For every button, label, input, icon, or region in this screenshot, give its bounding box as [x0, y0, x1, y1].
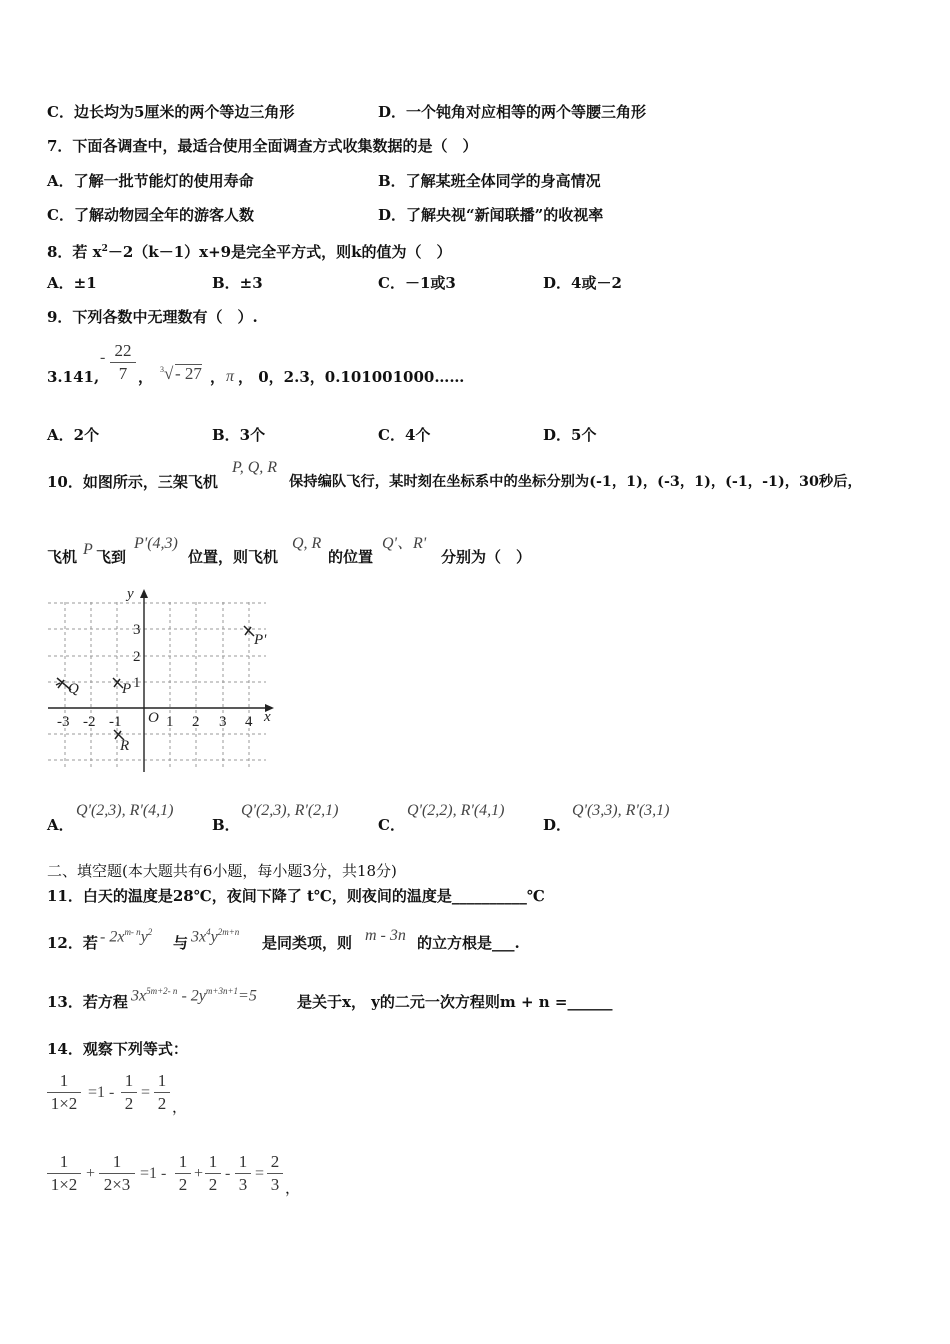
q10-line2-a: 飞机: [47, 548, 78, 566]
q8-option-b: B．±3: [212, 274, 263, 292]
q14-eq2-frac2: $\frac{1}{2\times 3}$: [99, 1151, 135, 1196]
q10-option-c-label: C．: [378, 816, 405, 834]
q9-root-body: - 27: [175, 364, 202, 383]
label-q: Q: [68, 681, 79, 697]
label-p: P: [122, 681, 132, 697]
q10-line2-qprp: Q'、R': [382, 535, 427, 552]
q14-eq2-eq: =: [255, 1165, 265, 1182]
coordinate-graph: [44, 584, 280, 774]
q14-eq2-plus1: +: [86, 1165, 96, 1182]
q14-eq2-frac5: $\frac{1}{3}$: [235, 1151, 251, 1196]
q13-pre: 13．若方程: [47, 993, 128, 1011]
label-r: R: [120, 738, 130, 754]
q10-option-a-label: A．: [47, 816, 74, 834]
q9-stem: 9．下列各数中无理数有（ ）.: [47, 308, 258, 326]
q7-stem: 7．下面各调查中，最适合使用全面调查方式收集数据的是（ ）: [47, 137, 478, 155]
q10-line1-post: 保持编队飞行，某时刻在坐标系中的坐标分别为(-1，1)，(-3，1)，(-1，-1)，30秒后，: [289, 474, 862, 490]
q10-line2-qr: Q, R: [292, 535, 322, 552]
q10-line2-b: 飞到: [96, 548, 127, 566]
label-p-prime: P': [254, 632, 267, 648]
q14-eq2-frac1: $\frac{1}{1\times 2}$: [47, 1151, 81, 1196]
q6-option-c: C．边长均为5厘米的两个等边三角形: [47, 103, 295, 121]
q12-mid2: 是同类项，则: [262, 934, 353, 952]
x-tick: -1: [109, 714, 122, 730]
q12-term2: $3x^4y^{2m+n}$: [191, 927, 240, 946]
q14-eq2-end: ，: [285, 1179, 301, 1197]
y-tick: 2: [133, 649, 141, 665]
q10-line2-c: 位置，则飞机: [188, 548, 279, 566]
x-tick: 2: [192, 714, 200, 730]
q10-option-d: Q'(3,3), R'(3,1): [572, 802, 670, 819]
q9-sep-2: ，: [210, 368, 226, 386]
q9-option-d: D．5个: [543, 426, 597, 444]
q14-eq1-mid: =1 -: [88, 1084, 115, 1101]
q7-option-b: B．了解某班全体同学的身高情况: [378, 172, 601, 190]
x-tick: 3: [219, 714, 227, 730]
q10-line1-pre: 10．如图所示，三架飞机: [47, 473, 218, 491]
y-tick: 3: [133, 622, 141, 638]
q14-eq2-frac6: $\frac{2}{3}$: [267, 1151, 283, 1196]
q14-eq2-frac3: $\frac{1}{2}$: [175, 1151, 191, 1196]
q10-line2-ppos: P'(4,3): [134, 535, 178, 552]
q9-option-c: C．4个: [378, 426, 431, 444]
section-2-title: 二、填空题(本大题共有6小题，每小题3分，共18分): [47, 862, 397, 880]
axes: [48, 589, 274, 772]
q8-option-a: A．±1: [47, 274, 97, 292]
q14-eq1-frac3: $\frac{1}{2}$: [154, 1070, 170, 1115]
q10-option-b: Q'(2,3), R'(2,1): [241, 802, 339, 819]
q7-option-d: D．了解央视“新闻联播”的收视率: [378, 206, 604, 224]
q7-option-c: C．了解动物园全年的游客人数: [47, 206, 254, 224]
y-tick: 1: [133, 675, 141, 691]
q10-planes: P, Q, R: [232, 459, 278, 476]
radical-icon: √: [164, 364, 174, 383]
x-axis-label: x: [264, 709, 271, 725]
x-tick: -3: [57, 714, 70, 730]
q6-option-d: D．一个钝角对应相等的两个等腰三角形: [378, 103, 647, 121]
q12-expr: m - 3n: [365, 927, 406, 944]
q10-line2-p: P: [83, 541, 93, 558]
q10-option-d-label: D．: [543, 816, 572, 834]
q9-frac-sign: -: [100, 349, 106, 366]
origin-label: O: [148, 710, 159, 726]
q9-fraction: $\frac{22}{7}$: [110, 340, 136, 385]
q8-option-c: C．－1或3: [378, 274, 456, 292]
q14-eq1-end: ，: [172, 1098, 188, 1116]
q10-line2-d: 的位置: [328, 548, 374, 566]
q14-eq2-mid: =1 -: [140, 1165, 167, 1182]
q8-option-d: D．4或－2: [543, 274, 622, 292]
q9-root-index: 3: [160, 365, 164, 374]
q13-equation: $3x^{5m+2- n} - 2y^{m+3n+1}=5$: [131, 986, 257, 1005]
q12-post: 的立方根是___.: [417, 934, 520, 952]
q14-eq2-plus2: +: [194, 1165, 204, 1182]
q8-stem: 8．若 $x^2-2(k-1)x+9$是完全平方式，则k的值为（ ）: [47, 243, 452, 261]
x-tick: 1: [166, 714, 174, 730]
q14-eq1-frac1: $\frac{1}{1\times 2}$: [47, 1070, 81, 1115]
q9-option-a: A．2个: [47, 426, 100, 444]
q14-eq2-minus: -: [225, 1165, 231, 1182]
q12-term1: - $2x^{m- n}y^2$: [100, 927, 153, 946]
q9-number-1: 3.141,: [47, 368, 100, 386]
q10-option-a: Q'(2,3), R'(4,1): [76, 802, 174, 819]
q7-option-a: A．了解一批节能灯的使用寿命: [47, 172, 254, 190]
q14-eq1-frac2: $\frac{1}{2}$: [121, 1070, 137, 1115]
grid: [48, 602, 266, 770]
q11: 11．白天的温度是28℃，夜间下降了 t℃，则夜间的温度是__________℃: [47, 887, 545, 905]
x-tick: 4: [245, 714, 253, 730]
q9-sep-1: ，: [138, 368, 154, 386]
q9-rest: ， 0，2.3，0.101001000……: [238, 368, 465, 386]
q12-mid: 与: [173, 934, 189, 952]
q10-option-b-label: B．: [212, 816, 240, 834]
q14-eq2-frac4: $\frac{1}{2}$: [205, 1151, 221, 1196]
q9-pi: π: [226, 368, 235, 385]
q9-option-b: B．3个: [212, 426, 266, 444]
q10-line2-e: 分别为（ ）: [441, 548, 532, 566]
q14-eq1-eq: =: [141, 1084, 151, 1101]
q12-pre: 12．若: [47, 934, 98, 952]
q13-post: 是关于x， y的二元一次方程则m + n =______: [297, 993, 613, 1011]
x-tick: -2: [83, 714, 96, 730]
y-axis-label: y: [127, 586, 134, 602]
q10-option-c: Q'(2,2), R'(4,1): [407, 802, 505, 819]
q14-stem: 14．观察下列等式：: [47, 1040, 188, 1058]
